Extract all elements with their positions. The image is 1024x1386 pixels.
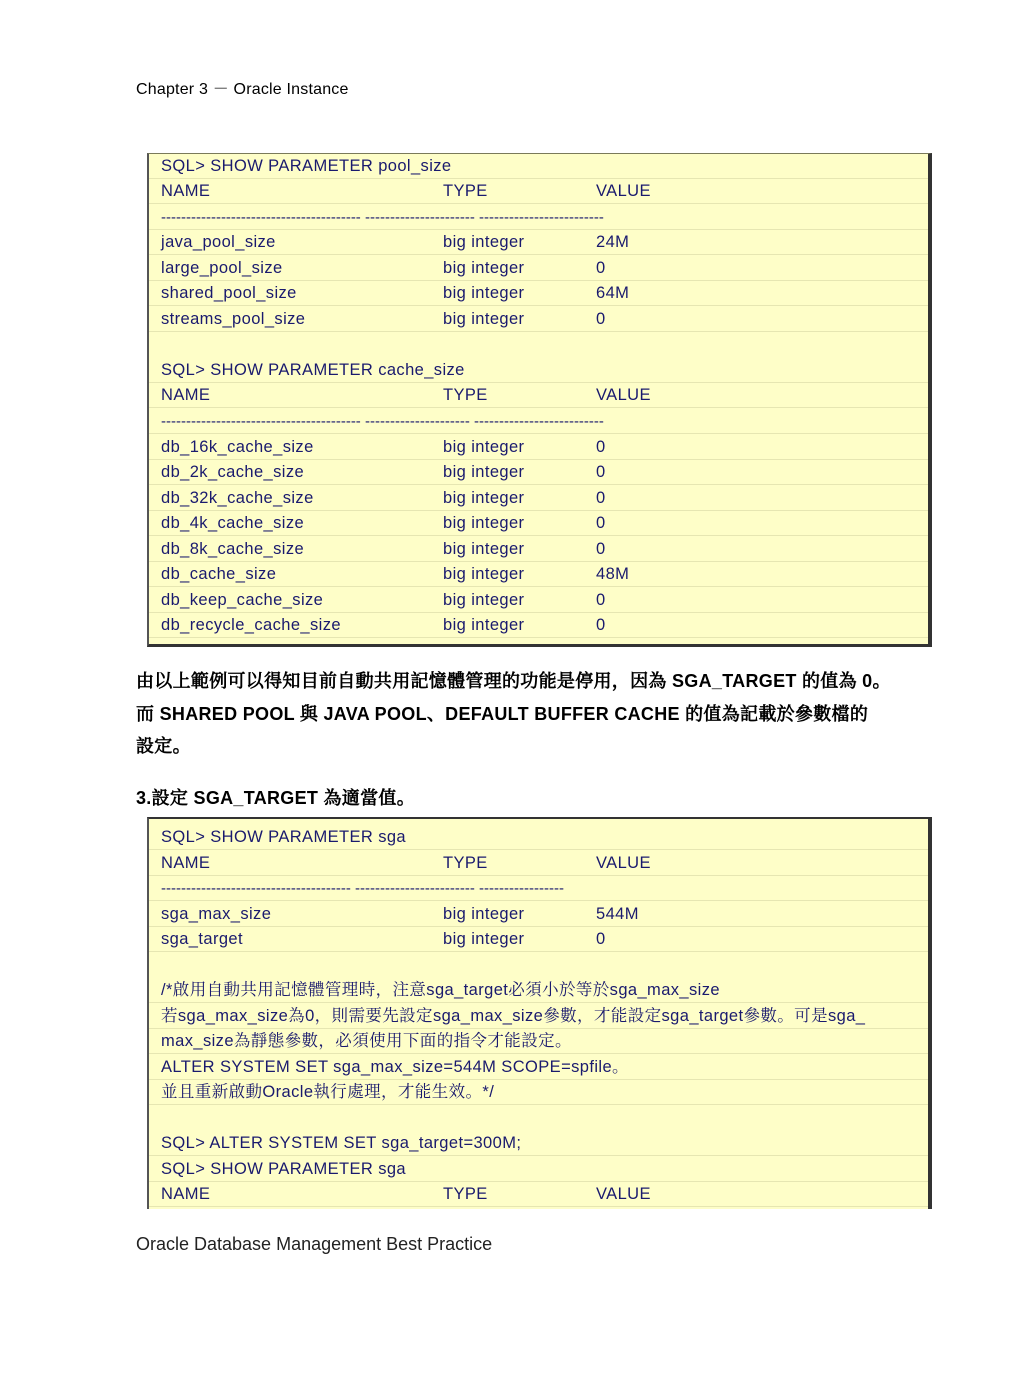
param-value: 544M — [596, 905, 639, 923]
table-row — [161, 927, 928, 952]
column-headers — [161, 1182, 928, 1207]
param-name: db_2k_cache_size — [161, 463, 305, 481]
table-row — [161, 281, 928, 306]
param-type: big integer — [443, 905, 525, 923]
param-value: 0 — [596, 259, 606, 277]
comment-line: max_size為靜態參數，必須使用下面的指令才能設定。 — [161, 1029, 928, 1054]
param-type: big integer — [443, 259, 525, 277]
param-type: big integer — [443, 930, 525, 948]
param-name: large_pool_size — [161, 259, 283, 277]
sql-command-cache: SQL> SHOW PARAMETER cache_size — [161, 358, 928, 383]
page-footer: Oracle Database Management Best Practice — [136, 1234, 493, 1254]
param-value: 0 — [596, 616, 606, 634]
header-type: TYPE — [443, 854, 488, 872]
param-value: 48M — [596, 565, 630, 583]
param-name: java_pool_size — [161, 233, 276, 251]
step-heading: 3.設定 SGA_TARGET 為適當值。 — [136, 788, 415, 808]
table-row — [161, 902, 928, 927]
sql-command-pool: SQL> SHOW PARAMETER pool_size — [161, 154, 928, 179]
comment-line: ALTER SYSTEM SET sga_max_size=544M SCOPE=spfile。 — [161, 1055, 928, 1080]
table-row — [161, 511, 928, 536]
dash-separator: ---------------------------------------- ---------------------- ------------------------- — [161, 205, 928, 230]
comment-line: /*啟用自動共用記憶體管理時，注意sga_target必須小於等於sga_max_size — [161, 978, 928, 1003]
header-type: TYPE — [443, 1185, 488, 1203]
column-headers — [161, 179, 928, 204]
header-value: VALUE — [596, 854, 651, 872]
param-value: 0 — [596, 514, 606, 532]
param-type: big integer — [443, 616, 525, 634]
header-type: TYPE — [443, 182, 488, 200]
param-type: big integer — [443, 489, 525, 507]
param-type: big integer — [443, 565, 525, 583]
param-value: 0 — [596, 438, 606, 456]
param-value: 0 — [596, 591, 606, 609]
param-name: db_recycle_cache_size — [161, 616, 341, 634]
param-name: shared_pool_size — [161, 284, 297, 302]
table-row — [161, 562, 928, 587]
code-block-sga — [147, 817, 932, 1209]
param-name: streams_pool_size — [161, 310, 306, 328]
dash-separator: -------------------------------------- ------------------------ ----------------- — [161, 876, 928, 901]
comment-line: 若sga_max_size為0，則需要先設定sga_max_size參數，才能設定sga_target參數。可是sga_ — [161, 1004, 928, 1029]
param-name: db_cache_size — [161, 565, 277, 583]
table-row — [161, 435, 928, 460]
header-type: TYPE — [443, 386, 488, 404]
param-value: 64M — [596, 284, 630, 302]
table-row — [161, 230, 928, 255]
param-type: big integer — [443, 591, 525, 609]
column-headers — [161, 383, 928, 408]
header-name: NAME — [161, 1185, 211, 1203]
table-row — [161, 307, 928, 332]
comment-line: 並且重新啟動Oracle執行處理，才能生效。*/ — [161, 1080, 928, 1105]
header-name: NAME — [161, 854, 211, 872]
header-value: VALUE — [596, 182, 651, 200]
param-type: big integer — [443, 540, 525, 558]
table-row — [161, 256, 928, 281]
column-headers — [161, 851, 928, 876]
header-name: NAME — [161, 386, 211, 404]
param-type: big integer — [443, 463, 525, 481]
table-row — [161, 486, 928, 511]
header-name: NAME — [161, 182, 211, 200]
param-value: 0 — [596, 463, 606, 481]
sql-command-alter: SQL> ALTER SYSTEM SET sga_target=300M; — [161, 1131, 928, 1156]
chapter-header: Chapter 3 － Oracle Instance — [136, 81, 349, 98]
param-value: 0 — [596, 540, 606, 558]
param-name: db_16k_cache_size — [161, 438, 314, 456]
param-type: big integer — [443, 284, 525, 302]
param-type: big integer — [443, 438, 525, 456]
param-value: 0 — [596, 310, 606, 328]
param-value: 0 — [596, 930, 606, 948]
param-name: db_keep_cache_size — [161, 591, 324, 609]
paragraph-line-1: 由以上範例可以得知目前自動共用記憶體管理的功能是停用，因為 SGA_TARGET 的值為 0。 — [136, 671, 891, 691]
sql-command-sga-2: SQL> SHOW PARAMETER sga — [161, 1157, 928, 1182]
param-type: big integer — [443, 233, 525, 251]
param-type: big integer — [443, 514, 525, 532]
param-value: 0 — [596, 489, 606, 507]
param-name: db_8k_cache_size — [161, 540, 305, 558]
table-row — [161, 460, 928, 485]
param-name: db_32k_cache_size — [161, 489, 314, 507]
param-name: sga_max_size — [161, 905, 272, 923]
param-name: db_4k_cache_size — [161, 514, 305, 532]
paragraph-line-2: 而 SHARED POOL 與 JAVA POOL、DEFAULT BUFFER CACHE 的值為記載於參數檔的 — [136, 704, 869, 724]
dash-separator: ---------------------------------------- --------------------- -------------------------- — [161, 409, 928, 434]
header-value: VALUE — [596, 386, 651, 404]
table-row — [161, 537, 928, 562]
param-type: big integer — [443, 310, 525, 328]
paragraph-line-3: 設定。 — [136, 736, 191, 756]
header-value: VALUE — [596, 1185, 651, 1203]
table-row — [161, 588, 928, 613]
param-name: sga_target — [161, 930, 243, 948]
param-value: 24M — [596, 233, 630, 251]
code-block-pool-cache — [147, 153, 932, 647]
table-row — [161, 613, 928, 638]
sql-command-sga: SQL> SHOW PARAMETER sga — [161, 825, 928, 850]
